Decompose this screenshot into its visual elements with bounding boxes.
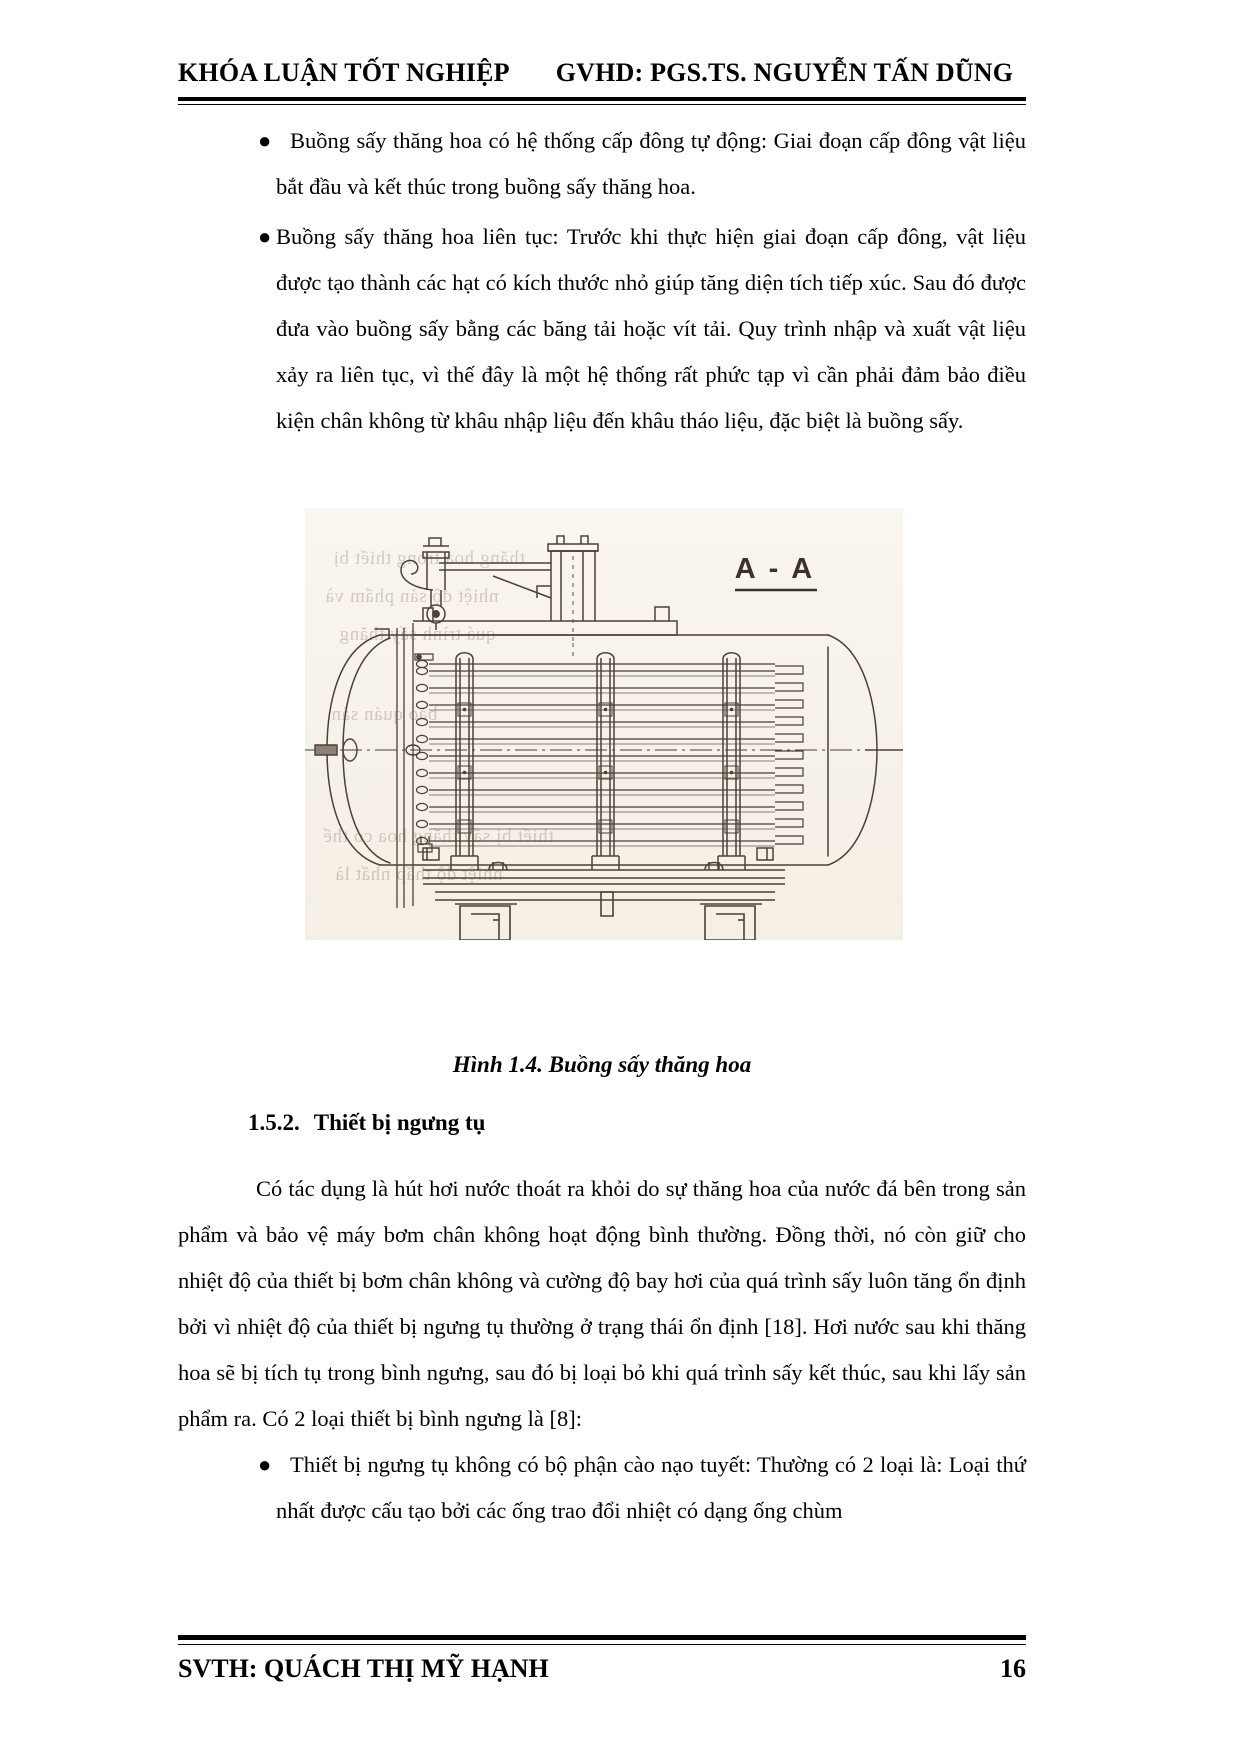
header-row	[178, 58, 1026, 88]
bullet-dot-icon: ●	[258, 128, 272, 153]
header-divider-thick	[178, 97, 1026, 101]
top-content	[178, 118, 1026, 448]
header-divider-thin	[178, 104, 1026, 105]
technical-drawing-svg	[305, 508, 903, 940]
list-item	[178, 214, 1026, 444]
header-title-right: GVHD: PGS.TS. NGUYỄN TẤN DŨNG	[555, 58, 1014, 87]
section-label-a-a: A - A	[734, 553, 816, 585]
footer-divider-thick	[178, 1635, 1026, 1640]
header-title-left: KHÓA LUẬN TỐT NGHIỆP	[178, 58, 510, 87]
lower-content	[178, 1166, 1026, 1538]
list-item-text: Buồng sấy thăng hoa có hệ thống cấp đông tự động: Giai đoạn cấp đông vật liệu bắt đầu và kết thúc trong buồng sấy thăng hoa.	[276, 128, 1026, 199]
top-bullet-list	[178, 118, 1026, 444]
footer-author: SVTH: QUÁCH THỊ MỸ HẠNH	[178, 1654, 549, 1683]
ghost-text-line: bảo quản sản	[331, 704, 438, 725]
list-item-text: Buồng sấy thăng hoa liên tục: Trước khi thực hiện giai đoạn cấp đông, vật liệu được tạo thành các hạt có kích thước nhỏ giúp tăng diện tích tiếp xúc. Sau đó được đưa vào buồng sấy bằng các băng tải hoặc vít tải. Quy trình nhập và xuất vật liệu xảy ra liên tục, vì thế đây là một hệ thống rất phức tạp vì cần phải đảm bảo điều kiện chân không từ khâu nhập liệu đến khâu tháo liệu, đặc biệt là buồng sấy.	[276, 224, 1026, 433]
section-title: Thiết bị ngưng tụ	[313, 1110, 486, 1135]
figure-scan-canvas	[305, 508, 903, 940]
footer-divider-thin	[178, 1644, 1026, 1645]
figure-freeze-drying-chamber	[305, 508, 903, 940]
figure-caption: Hình 1.4. Buồng sấy thăng hoa	[452, 1052, 752, 1077]
section-heading	[248, 1110, 485, 1136]
body-paragraph: Có tác dụng là hút hơi nước thoát ra khỏi do sự thăng hoa của nước đá bên trong sản phẩm và bảo vệ máy bơm chân không hoạt động bình thường. Đồng thời, nó còn giữ cho nhiệt độ của thiết bị bơm chân không và cường độ bay hơi của quá trình sấy luôn tăng ổn định bởi vì nhiệt độ của thiết bị ngưng tụ thường ở trạng thái ổn định [18]. Hơi nước sau khi thăng hoa sẽ bị tích tụ trong bình ngưng, sau đó bị loại bỏ khi quá trình sấy kết thúc, sau khi lấy sản phẩm ra. Có 2 loại thiết bị bình ngưng là [8]:	[178, 1176, 1026, 1431]
page-number: 16	[1000, 1654, 1026, 1683]
ghost-text-line: nhiệt độ sản phẩm và	[325, 586, 499, 607]
bullet-dot-icon: ●	[258, 1452, 272, 1477]
page-footer	[178, 1654, 1026, 1684]
list-item-text: Thiết bị ngưng tụ không có bộ phận cào nạo tuyết: Thường có 2 loại là: Loại thứ nhất được cấu tạo bởi các ống trao đổi nhiệt có dạng ống chùm	[276, 1452, 1026, 1523]
ghost-text-line: quá trình sấy thăng	[339, 624, 496, 645]
ghost-text-line: thiết bị sấy thăng hoa có thể	[323, 826, 554, 847]
ghost-text-line: nhiệt độ thấp nhất là	[335, 864, 503, 885]
section-number: 1.5.2.	[248, 1110, 300, 1135]
page-header	[178, 58, 1026, 110]
list-item	[178, 1442, 1026, 1534]
bullet-dot-icon: ●	[258, 224, 272, 249]
ghost-text-line: thăng hoa trong thiết bị	[333, 548, 525, 569]
bottom-bullet-list	[178, 1442, 1026, 1534]
list-item	[178, 118, 1026, 210]
